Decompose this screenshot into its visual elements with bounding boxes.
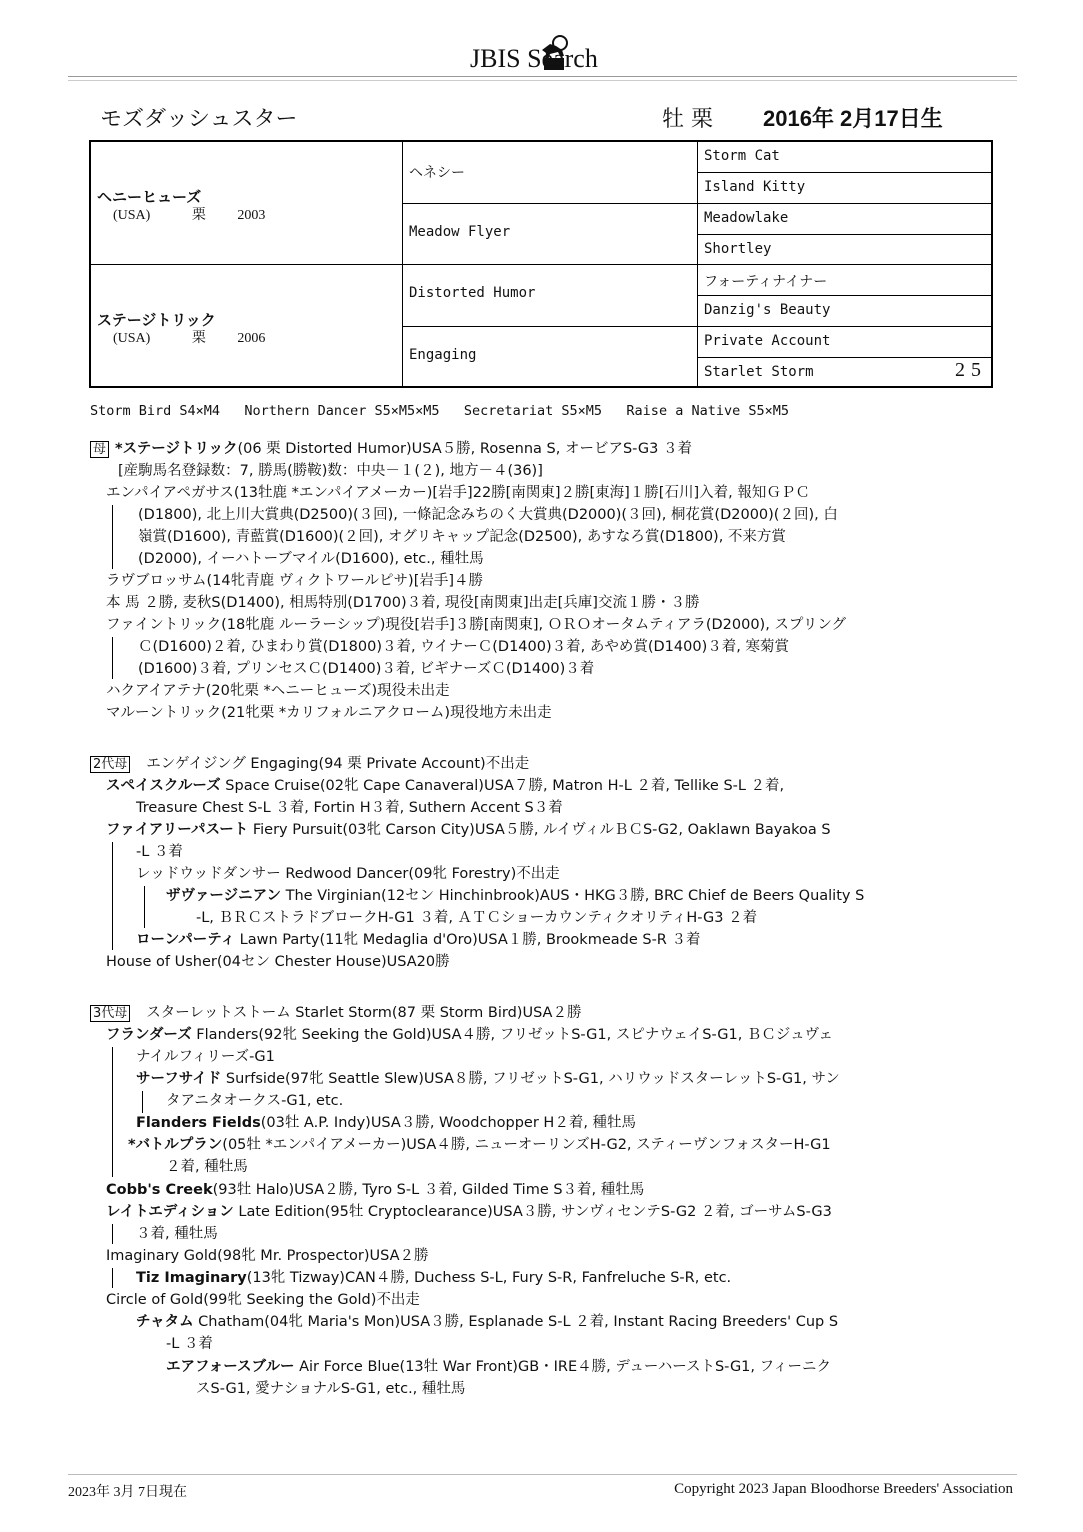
ped-ddd-cell bbox=[698, 358, 993, 388]
indent-bar bbox=[112, 842, 113, 950]
family-line bbox=[166, 886, 864, 906]
indent-bar bbox=[144, 886, 145, 928]
horse-sex-color: 牡 栗 bbox=[662, 107, 713, 132]
progeny-line-self: 本 馬 ２勝, 麦秋S(D1400), 相馬特別(D1700)３着, 現役[南関東]出走[兵庫]交流１勝・３勝 bbox=[106, 595, 700, 611]
family-line bbox=[166, 1357, 831, 1377]
indent-bar bbox=[112, 505, 113, 569]
family-record: Air Force Blue(13牡 War Front)GB・IRE４勝, デューハーストS-G1, フィーニク bbox=[294, 1359, 831, 1375]
family-record: (05牡 *エンパイアメーカー)USA４勝, ニューオーリンズH-G2, スティーヴンフォスターH-G1 bbox=[222, 1137, 831, 1153]
ped-sdd-cell bbox=[698, 235, 993, 265]
family-line: レッドウッドダンサー Redwood Dancer(09牝 Forestry)不出走 bbox=[136, 866, 560, 882]
family-line: Circle of Gold(99牝 Seeking the Gold)不出走 bbox=[106, 1292, 420, 1308]
dam-color: 栗 bbox=[191, 331, 206, 346]
family-name-bold: フランダーズ bbox=[106, 1027, 192, 1043]
progeny-line: ハクアイアテナ(20牝栗 *ヘニーヒューズ)現役未出走 bbox=[106, 683, 450, 699]
dam-heading bbox=[90, 439, 692, 459]
family-record: Lawn Party(11牝 Medaglia d'Oro)USA１勝, Brookmeade S-R ３着 bbox=[235, 932, 701, 948]
third-dam-label: 3代母 bbox=[90, 1005, 130, 1022]
family-line bbox=[136, 1069, 840, 1089]
horse-title-row bbox=[100, 102, 960, 134]
family-record: Surfside(97牝 Seattle Slew)USA８勝, フリゼットS-G1, ハリウッドスターレットS-G1, サン bbox=[221, 1071, 840, 1087]
family-line: ナイルフィリーズ-G1 bbox=[136, 1049, 275, 1065]
family-line: ３着, 種牡馬 bbox=[136, 1226, 218, 1242]
family-line bbox=[106, 776, 784, 796]
family-record: The Virginian(12セン Hinchinbrook)AUS・HKG３勝, BRC Chief de Beers Quality S bbox=[280, 888, 865, 904]
ped-dds-cell bbox=[698, 327, 993, 358]
family-name-bold: ファイアリーパスート bbox=[106, 822, 249, 838]
dam-name: ステージトリック bbox=[97, 311, 216, 329]
family-name-bold: Tiz Imaginary bbox=[136, 1270, 247, 1286]
ped-dd: Engaging bbox=[409, 347, 477, 363]
family-name-bold: レイトエディション bbox=[106, 1204, 234, 1220]
ped-ddd: Starlet Storm bbox=[704, 364, 814, 380]
footer-date: 2023年 3月 7日現在 bbox=[68, 1485, 187, 1500]
sire-color: 栗 bbox=[191, 208, 206, 223]
indent-bar bbox=[112, 1224, 113, 1244]
header-divider bbox=[68, 76, 1017, 77]
family-line: Imaginary Gold(98牝 Mr. Prospector)USA２勝 bbox=[106, 1248, 429, 1264]
sire-name: ヘニーヒューズ bbox=[97, 188, 202, 206]
family-record: Flanders(92牝 Seeking the Gold)USA４勝, フリゼットS-G1, スピナウェイS-G1, ＢＣジュヴェ bbox=[191, 1027, 834, 1043]
dam-cell bbox=[91, 265, 403, 388]
family-name-bold: *バトルプラン bbox=[128, 1137, 223, 1153]
jbis-search-logo[interactable] bbox=[470, 16, 640, 72]
ped-sss: Storm Cat bbox=[704, 148, 780, 164]
ped-dd-cell bbox=[403, 327, 698, 388]
family-name-bold: チャタム bbox=[136, 1314, 194, 1330]
family-line bbox=[106, 1180, 644, 1200]
family-number: 25 bbox=[955, 359, 987, 381]
ped-sdd: Shortley bbox=[704, 241, 772, 257]
family-line: -L ３着 bbox=[166, 1336, 213, 1352]
second-dam-record: エンゲイジング Engaging(94 栗 Private Account)不出走 bbox=[146, 756, 530, 772]
sire-country: (USA) bbox=[113, 208, 151, 223]
second-dam-label: 2代母 bbox=[90, 756, 130, 773]
ped-sd: Meadow Flyer bbox=[409, 224, 511, 240]
family-line: House of Usher(04セン Chester House)USA20勝 bbox=[106, 954, 450, 970]
progeny-line: エンパイアペガサス(13牡鹿 *エンパイアメーカー)[岩手]22勝[南関東]２勝[東海]１勝[石川]入着, 報知ＧＰＣ bbox=[106, 485, 810, 501]
family-name-bold: ザヴァージニアン bbox=[166, 888, 281, 904]
family-line bbox=[106, 820, 831, 840]
progeny-line: Ｃ(D1600)２着, ひまわり賞(D1800)３着, ウイナーＣ(D1400)３着, あやめ賞(D1400)３着, 寒菊賞 bbox=[138, 639, 789, 655]
progeny-line: ラヴブロッサム(14牝青鹿 ヴィクトワールピサ)[岩手]４勝 bbox=[106, 573, 484, 589]
footer-copyright: Copyright 2023 Japan Bloodhorse Breeders' Association bbox=[674, 1481, 1013, 1497]
family-line: -L ３着 bbox=[136, 844, 183, 860]
family-name-bold: スペイスクルーズ bbox=[106, 778, 221, 794]
family-line: スS-G1, 愛ナショナルS-G1, etc., 種牡馬 bbox=[196, 1381, 466, 1397]
progeny-line: マルーントリック(21牝栗 *カリフォルニアクローム)現役地方未出走 bbox=[106, 705, 552, 721]
family-name-bold: ローンパーティ bbox=[136, 932, 236, 948]
ped-sss-cell bbox=[698, 142, 993, 173]
ped-ssd: Island Kitty bbox=[704, 179, 806, 195]
family-line bbox=[136, 1113, 636, 1133]
family-name-bold: Cobb's Creek bbox=[106, 1182, 213, 1198]
family-line: ２着, 種牡馬 bbox=[166, 1159, 248, 1175]
ped-ss: ヘネシー bbox=[409, 165, 465, 181]
family-record: (93牡 Halo)USA２勝, Tyro S-L ３着, Gilded Time S３着, 種牡馬 bbox=[212, 1182, 645, 1198]
indent-bar bbox=[142, 1091, 143, 1113]
family-line bbox=[136, 930, 701, 950]
second-dam-heading bbox=[90, 754, 529, 774]
family-name-bold: Flanders Fields bbox=[136, 1115, 261, 1131]
family-record: (03牡 A.P. Indy)USA３勝, Woodchopper H２着, 種牡馬 bbox=[260, 1115, 637, 1131]
indent-bar bbox=[112, 1268, 113, 1288]
dam-name-bold: *ステージトリック bbox=[115, 441, 238, 457]
family-line: タアニタオークス-G1, etc. bbox=[166, 1093, 344, 1109]
progeny-line: ファイントリック(18牝鹿 ルーラーシップ)現役[岩手]３勝[南関東], ＯＲＯオータムティアラ(D2000), スプリング bbox=[106, 617, 847, 633]
ped-dsd: Danzig's Beauty bbox=[704, 302, 831, 318]
ped-dss-cell bbox=[698, 265, 993, 296]
family-line bbox=[128, 1135, 831, 1155]
dam-country: (USA) bbox=[113, 331, 151, 346]
dam-year: 2006 bbox=[237, 331, 266, 346]
sire-cell bbox=[91, 142, 403, 265]
pedigree-table bbox=[89, 140, 993, 388]
header-divider-2 bbox=[68, 80, 1017, 81]
ped-sd-cell bbox=[403, 204, 698, 265]
ped-sds-cell bbox=[698, 204, 993, 235]
family-record: (13牝 Tizway)CAN４勝, Duchess S-L, Fury S-R, Fanfreluche S-R, etc. bbox=[246, 1270, 732, 1286]
horse-birth-date: 2016年 2月17日生 bbox=[763, 106, 943, 131]
dam-info bbox=[113, 327, 265, 347]
family-line bbox=[136, 1312, 838, 1332]
ped-ds: Distorted Humor bbox=[409, 285, 536, 301]
progeny-summary: [産駒馬名登録数：7, 勝馬(勝鞍)数：中央－１(２), 地方－４(36)] bbox=[118, 463, 543, 479]
third-dam-record: スターレットストーム Starlet Storm(87 栗 Storm Bird)USA２勝 bbox=[146, 1005, 582, 1021]
ped-dsd-cell bbox=[698, 296, 993, 327]
horse-name: モズダッシュスター bbox=[100, 107, 298, 132]
progeny-line: (D1800), 北上川大賞典(D2500)(３回), 一條記念みちのく大賞典(D2000)(３回), 桐花賞(D2000)(２回), 白 bbox=[138, 507, 838, 523]
third-dam-heading bbox=[90, 1003, 581, 1023]
dam-record: (06 栗 Distorted Humor)USA５勝, Rosenna S, オービアS-G3 ３着 bbox=[237, 441, 693, 457]
progeny-line: (D1600)３着, プリンセスＣ(D1400)３着, ビギナーズＣ(D1400)３着 bbox=[138, 661, 595, 677]
ped-ds-cell bbox=[403, 265, 698, 327]
sire-info bbox=[113, 204, 265, 224]
indent-bar bbox=[112, 637, 113, 679]
family-record: Chatham(04牝 Maria's Mon)USA３勝, Esplanade S-L ２着, Instant Racing Breeders' Cup S bbox=[193, 1314, 839, 1330]
family-line: -L, ＢＲＣストラドブロークH-G1 ３着, ＡＴＣショーカウンティクオリティH-G3 ２着 bbox=[196, 910, 758, 926]
progeny-line: 嶺賞(D1600), 青藍賞(D1600)(２回), オグリキャップ記念(D2500), あすなろ賞(D1800), 不来方賞 bbox=[138, 529, 786, 545]
family-record: Fiery Pursuit(03牝 Carson City)USA５勝, ルイヴィルＢＣS-G2, Oaklawn Bayakoa S bbox=[248, 822, 831, 838]
ped-dss: フォーティナイナー bbox=[704, 274, 828, 290]
family-line: Treasure Chest S-L ３着, Fortin H３着, Suthern Accent S３着 bbox=[136, 800, 563, 816]
family-line bbox=[106, 1202, 832, 1222]
family-name-bold: エアフォースブルー bbox=[166, 1359, 295, 1375]
dam-section-label: 母 bbox=[90, 441, 109, 458]
ped-sds: Meadowlake bbox=[704, 210, 789, 226]
family-line bbox=[136, 1268, 731, 1288]
family-record: Space Cruise(02牝 Cape Canaveral)USA７勝, Matron H-L ２着, Tellike S-L ２着, bbox=[220, 778, 785, 794]
family-line bbox=[106, 1025, 833, 1045]
ped-dds: Private Account bbox=[704, 333, 831, 349]
logo-text: JBIS Search bbox=[470, 44, 598, 73]
sire-year: 2003 bbox=[237, 208, 266, 223]
family-name-bold: サーフサイド bbox=[136, 1071, 222, 1087]
family-record: Late Edition(95牡 Cryptoclearance)USA３勝, サンヴィセンテS-G2 ２着, ゴーサムS-G3 bbox=[233, 1204, 832, 1220]
inbreeding-line: Storm Bird S4×M4 Northern Dancer S5×M5×M5 Secretariat S5×M5 Raise a Native S5×M5 bbox=[90, 403, 789, 419]
ped-ss-cell bbox=[403, 142, 698, 204]
ped-ssd-cell bbox=[698, 173, 993, 204]
progeny-line: (D2000), イーハトーブマイル(D1600), etc., 種牡馬 bbox=[138, 551, 484, 567]
footer-divider bbox=[68, 1474, 1017, 1475]
indent-bar bbox=[112, 1047, 113, 1177]
